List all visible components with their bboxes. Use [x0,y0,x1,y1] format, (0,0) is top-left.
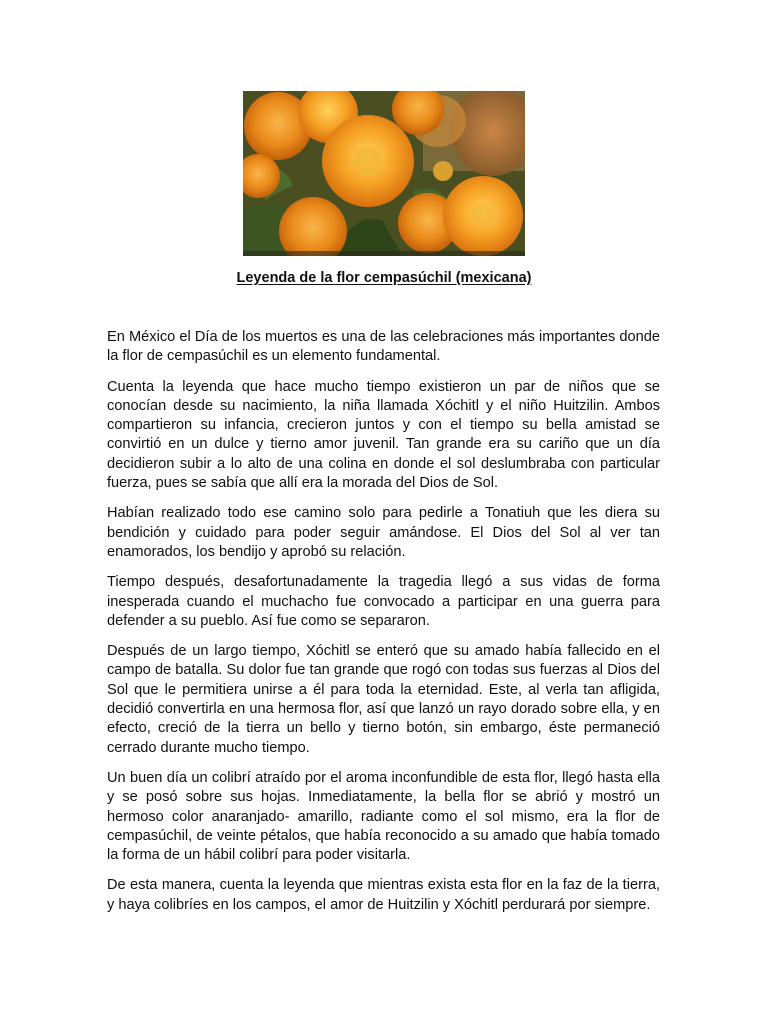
paragraph-7: De esta manera, cuenta la leyenda que mientras exista esta flor en la faz de la tierra, y haya colibríes en los campos, el amor de Huitzilin y Xóchitl perdurará por siempre. [107,877,660,913]
document-title: Leyenda de la flor cempasúchil (mexicana) [236,270,532,286]
marigold-photo [243,91,525,256]
paragraph-4: Tiempo después, desafortunadamente la tragedia llegó a sus vidas de forma inesperada cuando el muchacho fue convocado a participar en una guerra para defender a su pueblo. Así fue como se separaron. [107,574,660,629]
paragraph-5: Después de un largo tiempo, Xóchitl se enteró que su amado había fallecido en el campo de batalla. Su dolor fue tan grande que rogó con todas sus fuerzas al Dios del Sol que le permitiera unirse a él para toda la eternidad. Este, al verla tan afligida, decidió convertirla en una hermosa flor, así que lanzó un rayo dorado sobre ella, y en efecto, creció de la tierra un bello y tierno botón, sin embargo, éste permaneció cerrado durante mucho tiempo. [107,643,660,756]
paragraph-2: Cuenta la leyenda que hace mucho tiempo existieron un par de niños que se conocían desde su nacimiento, la niña llamada Xóchitl y el niño Huitzilin. Ambos compartieron su infancia, crecieron juntos y con el tiempo su bella amistad se convirtió en un dulce y tierno amor juvenil. Tan grande era su cariño que un día decidieron subir a lo alto de una colina en donde el sol deslumbraba con particular fuerza, pues se sabía que allí era la morada del Dios de Sol. [107,378,660,492]
paragraph-1: En México el Día de los muertos es una de las celebraciones más importantes donde la flor de cempasúchil es un elemento fundamental. [107,329,660,365]
paragraph-3: Habían realizado todo ese camino solo para pedirle a Tonatiuh que les diera su bendición y cuidado para poder seguir amándose. El Dios del Sol al ver tan enamorados, los bendijo y aprobó su relación. [107,505,660,560]
document-body [107,328,660,926]
paragraph-6: Un buen día un colibrí atraído por el aroma inconfundible de esta flor, llegó hasta ella y se posó sobre sus hojas. Inmediatamente, la bella flor se abrió y mostró un hermoso color anaranjado- amarillo, radiante como el sol mismo, era la flor de cempasúchil, de veinte pétalos, que había reconocido a su amado que había tomado la forma de un hábil colibrí para poder visitarla. [107,769,660,864]
